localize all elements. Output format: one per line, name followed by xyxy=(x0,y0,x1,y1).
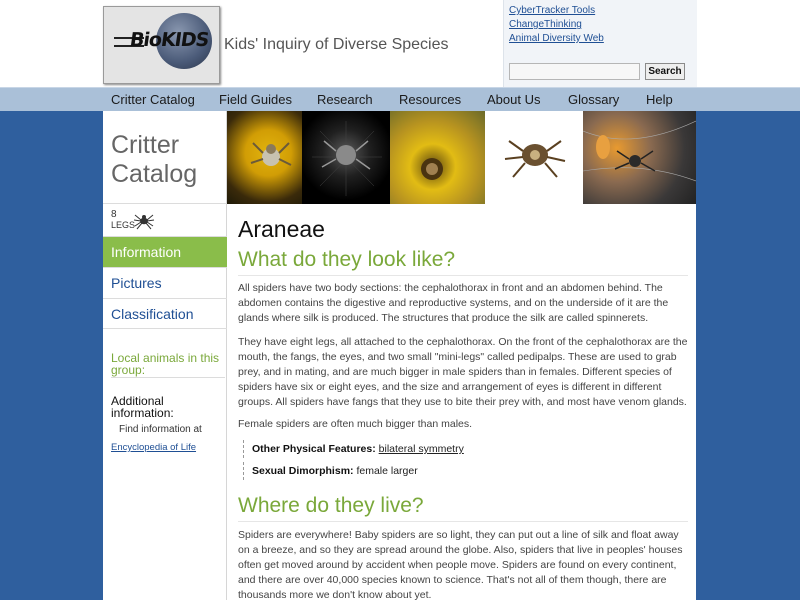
sidebar-title xyxy=(111,131,197,189)
feature-physical xyxy=(243,440,464,458)
nav-about-us[interactable]: About Us xyxy=(487,92,541,107)
page-background-right xyxy=(696,111,800,600)
search-input[interactable] xyxy=(509,63,640,80)
look-paragraph-2: They have eight legs, all attached to the cephalothorax. On the front of the cephalothorax are the mouth, the fangs, the eyes, and two small "mini-legs" called pedipalps. These are used to grab prey, and in mating, and are much bigger in male spiders than in females. Different species of spiders have six or eight eyes, and the size and arrangement of eyes is different in different groups. All spiders have fangs that they use to bite their prey with, and most have venom glands. xyxy=(238,336,688,408)
main-content xyxy=(227,204,696,600)
photo-banner xyxy=(227,111,696,204)
divider xyxy=(111,377,225,378)
local-animals-heading: Local animals in this group: xyxy=(111,351,220,377)
feature-dimorphism xyxy=(243,462,418,480)
sidebar-title-line1: Critter xyxy=(111,131,180,159)
sidebar xyxy=(103,111,227,600)
encyclopedia-of-life-link[interactable]: Encyclopedia of Life xyxy=(111,442,197,453)
spider-photo-2 xyxy=(302,111,390,204)
feature-label: Other Physical Features: xyxy=(252,443,376,455)
where-live-heading: Where do they live? xyxy=(238,494,688,522)
find-info-text: Find information at xyxy=(119,424,202,435)
main-nav xyxy=(0,87,800,111)
biokids-logo[interactable] xyxy=(103,6,220,84)
site-header xyxy=(0,0,800,87)
legs-label: LEGS xyxy=(111,220,136,230)
live-paragraph-1: Spiders are everywhere! Baby spiders are so light, they can put out a line of silk and float away on a breeze, and so they are spread around the globe. Also, spiders that live in peoples' houses often get moved around by accident when people move. Spiders are found on every continent, and there are over 40,000 species known to science. That's not all of them though, there are thousands more we don't know about yet. xyxy=(238,529,683,600)
sidebar-item-information[interactable]: Information xyxy=(103,236,227,267)
nav-critter-catalog[interactable]: Critter Catalog xyxy=(111,92,195,107)
spiny-spider-icon xyxy=(485,111,583,204)
look-paragraph-3: Female spiders are often much bigger than males. xyxy=(238,418,473,430)
spider-photo-5 xyxy=(583,111,696,204)
spider-photo-1 xyxy=(227,111,302,204)
legs-badge xyxy=(111,210,135,230)
site-tagline: Kids' Inquiry of Diverse Species xyxy=(224,36,449,53)
spider-photo-3 xyxy=(390,111,485,204)
nav-field-guides[interactable]: Field Guides xyxy=(219,92,292,107)
spider-photo-4 xyxy=(485,111,583,204)
logo-wordmark: BioKIDS xyxy=(128,29,210,51)
look-like-heading: What do they look like? xyxy=(238,248,688,276)
sidebar-title-line2: Catalog xyxy=(111,160,198,188)
look-paragraph-1: All spiders have two body sections: the cephalothorax in front and an abdomen behind. The abdomen contains the digestive and reproductive systems, and on the underside of it are the glands where silk is produced. The structures that produce the silk are called spinnerets. xyxy=(238,282,669,324)
nav-help[interactable]: Help xyxy=(646,92,673,107)
changethinking-link[interactable]: ChangeThinking xyxy=(509,19,582,30)
spider-icon xyxy=(133,210,155,230)
top-links-panel xyxy=(503,0,697,87)
legs-category[interactable] xyxy=(103,203,227,236)
cybertracker-link[interactable]: CyberTracker Tools xyxy=(509,5,596,16)
nav-research[interactable]: Research xyxy=(317,92,373,107)
glossary-link-bilateral-symmetry[interactable]: bilateral symmetry xyxy=(378,443,464,455)
spider-on-flower-icon xyxy=(227,111,302,204)
animal-diversity-web-link[interactable]: Animal Diversity Web xyxy=(509,33,604,44)
nav-resources[interactable]: Resources xyxy=(399,92,462,107)
search-button[interactable]: Search xyxy=(645,63,685,80)
sidebar-item-classification[interactable]: Classification xyxy=(103,298,227,329)
feature-label: Sexual Dimorphism: xyxy=(252,465,354,477)
spider-in-flower-icon xyxy=(390,111,485,204)
page-title: Araneae xyxy=(238,216,325,242)
spider-with-egg-sac-icon xyxy=(583,111,696,204)
spider-on-web-icon xyxy=(302,111,390,204)
feature-value: female larger xyxy=(356,465,418,477)
nav-glossary[interactable]: Glossary xyxy=(568,92,620,107)
additional-info-heading: Additional information: xyxy=(111,394,174,420)
legs-number: 8 xyxy=(111,209,117,220)
sidebar-item-pictures[interactable]: Pictures xyxy=(103,267,227,298)
